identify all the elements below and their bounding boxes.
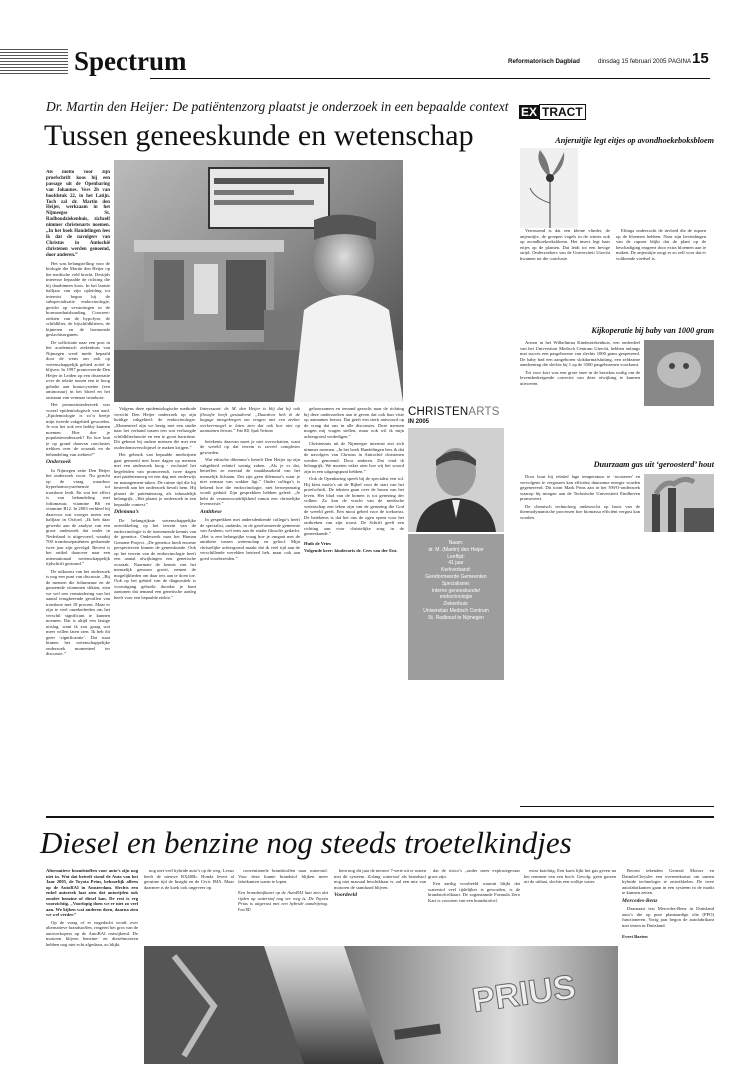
lab-photo-illustration [114,160,403,402]
info-field: St. Radboud te Nijmegen [428,614,484,621]
extract-para: Door hout bij relatief lage temperatuur te ‘roosteren’ en vervolgens te vergassen kan efficiënt duurzame energie worden gegenereerd. Dit toont Mark Prins aan in het NWO-onderzoek waarop hij morgen aan de Technische Universiteit Eindhoven promoveert. [520,474,640,501]
article2-col6-para: extra krachtig. Een karts lijkt het gas geven na het remmen van een boch. Gevolg: geen gassen uit de uitlaat, slechts een wolkje water. [524,868,616,884]
article1-col1-para: De uitkomst van het onderzoek is nog een punt van discussie. „Bij de mensen die foliumzuur en de genoemde vitaminen slikten, zien we wel een vermindering van het aantal terugkerende gevallen van trombose met 18 procent. Maar er zijn te veel onzekerheden om het verschil significant te kunnen noemen. Dat is altijd een lastige uitslag, want ik zou graag wat meer willen laten zien. Ik heb dit geen ‘significantie’. Dat staat binnen het wetenschappelijke onderzoek momenteel ter discussie.” [46,568,110,657]
article1-col3-para: Wat ethische dilemma’s betreft Den Heijer op zijn vakgebied relatief weinig zaken. „Als je er dat, betreffen ze meestal de maakbaarheid van het menselijk lichaam. Dat zijn geen dilemma’s waar je niet zomaar van wakker ligt.” Onder collega’s is bekend hoe die endocrinologie, niet beroepsmatig wordt geduid. Zijn gesprekken hebben geleid. „Je hebt de verantwoordelijkheid vanuit een christelijke levensvisie.” [200,457,300,506]
article1-col4-para: gehoorzamen en iemand gezocht naar de richting bij deze onderzoeken aan te geven dat ook hun visie op aannames berust. Dat geeft een sterk antwoord op de vraag dat ons in alle discussies. Deze mensen mogen mij vragen stellen, maar ook wil ik mijn achtergrond verdedigen.” [304,406,404,439]
extract-para: Eltinga onderzocht de invloed die de rupsen op de bloemen hebben. Naar zijn bevindingen van de rupsen blijkt dat de plant op de beschadiging reageert door extra bloemen aan te maken. De anjeruitjie zorgt er zo zelf voor dat er voldoende voedsel is. [616,228,706,261]
article1-col3-para: betekenis daarvan moet je niet overschatten, want de wereld op dat terrein is zoveel complexer geworden. [200,438,300,455]
extract-bottom-rule [520,806,714,807]
info-field: Kerkverband: [441,567,471,574]
christenarts-label-1: CHRISTEN [408,406,469,418]
extract-item-3-text [520,474,640,604]
article1-subhead-onderzoek: Onderzoek [46,459,71,466]
car-illustration [144,946,618,1064]
bird-illustration [520,148,578,228]
article2-col5-para: Een aardig voorbeeld waaruit blijkt dat waterstof veel tijdelijker is geworden, is de brandstofcelkaart. De zogenaamde Formula Zero Kart is voorzien van een brandstofcel. [428,881,520,903]
article2-col3 [238,868,328,888]
article2-intro: Alternatieve brandstoffen voor auto’s zijn nog niet in. Wat dat betreft stond de Auto van het Jaar 2005, de Toyota Prius, behoorlijk alleen op de AutoRAI in Amsterdam. Slechts een enkel autoreek laat zien dat autorijden ook zonder benzine of diesel kan. De rest is erg voorzichtig. „Voorlopig doen we er niet zo veel aan. We kijken wat anderen doen, daarna zien we wel verder.” [46,868,138,917]
article2-title: Diesel en benzine nog steeds troetelkindjes [40,825,572,860]
extract-item-3-title: Duurzaam gas uit ‘geroosterd’ hout [593,460,714,469]
article2-top-rule [46,816,714,818]
extract-para: Artsen in het Wilhelmina Kinderziekenhuis, een onderdeel van het Universitair Medisch Centrum Utrecht, hebben onlangs met succes een pasgeborene van slechts 1000 gram geopereerd. De baby had een aangeboren slokdarmafsluiting, een zeldzame aandoening die slechts bij 1 op de 3500 pasgeborenen voorkomt. [520,340,640,367]
article2-col7-para: Recent tekenden General Motors en DaimlerChrysler een overeenkomst om samen hybride technologie te ontwikkelen. De twee autofabrikanten gaan in een systeem in de markt te kunnen zetten. [622,868,714,895]
article2-col5-para: dat de risico’s „onder meer explosiegevaar groot zijn. [428,868,520,879]
paper-name: Reformatorisch Dagblad [508,58,580,65]
info-field: 41 jaar [448,560,464,567]
article1-col4-para: Christenarts uit de Nijmeegse internist ziet zich nimmer noemen. „In het boek Handelingen lees ik dat de navolgers van Christus in Antiochië christenen werden genoemd. Door anderen. Dat vind ik belangrijk. We moeten vaker zien hoe wij het woord zijn in een uitgangspunt hebben.” [304,441,404,474]
article1-col2 [114,406,196,804]
baby-photo [644,340,714,406]
article1-col3-para: In gesprekken met andersdenkende collega’s heeft de specialist, ondanks, in de gereformeerde gemeente van Arnhem, wel eens aan de studie filosofie gedacht. „Het is een belangrijke vraag hoe je omgaat met de antithese tussen wetenschap en geloof. Mijn christelijke achtergrond maakt dat ik veel tijd aan de verschillende werelden besteed heb, maar ook aan goed voorbereiden.” [200,517,300,561]
christenarts-heading [408,406,504,418]
article2-col3-para: conventionele brandstoffen naar waterstof. Voor deze kunne brandstof blijken meer fabrikanten warm te lopen. [238,868,328,884]
article1-col4 [304,406,404,804]
article1-col3 [200,406,300,804]
article1-kicker: Dr. Martin den Heijer: De patiëntenzorg plaatst je onderzoek in een bepaalde context [46,99,509,114]
extract-item-2-text [520,340,640,448]
photo-caption [200,406,300,435]
svg-text:PRIUS: PRIUS [469,967,579,1020]
info-field: Specialisme: [441,580,471,587]
extract-para: Tot voor kort was een grote snee in de borstkas nodig om de levensbedreigende correctie van deze afwijking te kunnen uitvoeren. [520,369,640,386]
article2-col2-para: nog niet veel hybride auto’s op de weg. Lexus heeft de nieuwe RX400h. Honda levert al geruime tijd de Insight en de Civic IMA. Maar daarmee is de koek ook ongeveer op. [144,868,234,890]
article1-col2-para: Volgens deze epidemiologische methode verricht Den Heijer onderzoek op zijn huidige vakgebied: de endocrinologie. „Momenteel zijn we bezig met een studie naar het verband tussen een wat verhoogde schildklierfunctie en een te groot hartritme. Dit gebeurt bij oudere mensen die met een ouderdomsverschijnsel te maken krijgen.” [114,406,196,450]
baby-illustration [644,340,714,406]
article1-col1-para: Het was belangstelling voor de biologie die Martin den Heijer op het medische veld bracht. Destijds interesse bepaalde de richting die hij daarbinnen koos. In het laatste halfjaar van zijn opleiding tot internist begon hij de subspecialisatie endocrinologie, gericht op verstoringen in de hormoonhuishouding. Concreet: ziekten van de hypofyse, de schildklier, de bijschildklieren, de bijnieren en de hormonale geslachtsorganen. [46,260,110,338]
christenarts-year: IN 2005 [408,419,430,425]
article1-intro: Als motto voor zijn proefschrift koos hij een passage uit de Openbaring van Johannes. Vers 2b van hoofdstuk 22, in het Latijn. Toch zal dr. Martin den Heijer, werkzaam in het Nijmeegse St. Radboudziekenhuis, zichzelf nimmer christenarts noemen. „In het boek Handelingen lees ik dat de navolgers van Christus in Antiochië christenen werden genoemd, door anderen.” [46,170,110,258]
portrait-illustration [408,428,504,532]
article1-col1-para: In Nijmegen zette Den Heijer het onderzoek voort. Nu gericht op de vraag waardoor hyperhomocysteïnemie tot trombose leidt. En wat het effect is van behandeling met foliumzuur, vitamine B6 en vitamine B12. In 2003 verbleef hij daarvoor wat vroeger noem een halfjaar in Oxford. „Ik heb daar gewerkt aan de analyse van een groot onderzoek dat onder in Nederland is uitgevoerd, waarbij 700 trombosepatiënten gedurende twee jaar zijn gevolgd. Recent is het artikel daarover naar een internationaal wetenschappelijk tijdschrift gestuurd.” [46,467,110,567]
article2-byline: Evert Barten [622,934,648,939]
article2-subhead-voordeeld: Voordeeld [334,892,357,898]
article2-caption [238,890,328,940]
page-header [0,44,738,84]
extract-logo [519,104,586,120]
article1-col2-para: Het gebruik van bepaalde medicijnen gaat gemoeid met boze dagen op mensen met een onderzoek hoog - exclusief het begeleiden van promovendi, twee dagen met patiëntenzorg en een dag met onderwijs en management-taken. De ruime tijd die hij besteedt aan het onderzoek bevalt hem. Hij plaatst de patiëntenzorg als inhoudelijk belangrijk. „Het plaatst je onderzoek in een bepaalde context.” [114,452,196,507]
article1-title: Tussen geneeskunde en wetenschap [44,119,474,152]
article2-col7-para: Daarnaast test Mercedes-Benz in Duitsland auto’s die op pure plantaardige olie (PPO) functioneren. Vorig jaar begon de autofabrikant met testen in Duitsland. [622,906,714,928]
info-field: Ziekenhuis: [443,601,469,608]
christenarts-box [408,406,504,806]
article2-col1 [46,868,138,1060]
info-field: dr. M. (Martin) den Heijer [428,546,484,553]
article1-col4-para: Ook de Openbaring speelt bij de specialist een rol. Hij kiest motto's uit de Bijbel voor de start van het proefschrift. De teksten gaan over de boom van het leven. Het blad van de bomen is tot genezing der volken. Zo kan de vrucht van de medische wetenschap een teken zijn van de genezing die God de wereld geeft. Een mooi gebed voor de toekomst. De betekenis is dat het ons de ogen opent voor het ontbreken van zijn troost. De Schrift geeft een richting aan voor christelijke zorg in de geneeskunde.” [304,476,404,536]
caption-credit: Foto RD [238,907,251,912]
page-number: 15 [692,50,709,67]
info-field: Leeftijd: [447,553,465,560]
article2-col1-para: Op de vraag of er nagedacht wordt over alternatieve brandstoffen, reageert het gros van de autoverkopers op de AutoRAI ontwijkend. De motoren blijven benzine- en dieselmotoren hebben nog niet echt afgedaan, zo blijkt. [46,919,138,947]
info-field: endocrinologie [439,594,473,601]
portrait-photo [408,428,504,532]
caption-text: Een brandstofkaart op de AutoRAI laat zien dat rijden op waterstof nog ver weg is. De Toyota Prius is uitgerust met een hybride aandrijving. [238,890,328,906]
factory-illustration [644,474,714,532]
lab-photo [114,160,403,402]
info-field: Naam: [448,540,464,546]
extract-para: De chemisch technoloog onderzocht op basis van de thermodynamische processen hoe biomassa efficiënt vergast kan worden. [520,503,640,520]
header-rule [150,78,710,79]
extract-item-1-title: Anjeruitjie legt eitjes op avondhoekeboksbloem [555,136,714,145]
article2-col5 [428,868,520,948]
info-field: Gereformeerde Gemeenten [425,573,487,580]
section-title: Spectrum [68,46,192,76]
extract-para: Verrassend is dat een kleine vlinder, de anjeruitjie, de groepen vogels in de winter ook op avondkoekoeksbloem. Het insect legt haar eitjes op de planten. Dat leidt tot een hevige strijd. Onderzoekers van de Universiteit Utrecht kwamen tot die conclusie. [520,228,610,261]
article1-col1-para: Het promotieonderzoek was vooral epidemiologisch van aard. „Epidemiologie is zo’n beetje mijn tweede vakgebied geworden. Je zou het ook een hobby kunnen noemen. Hoe doe je populatieonderzoek? En hoe kun je op grond daarvan conclusies trekken over de oorzaak en de behandeling van ziekten?” [46,402,110,457]
article2-col2 [144,868,234,928]
info-field: interne geneeskunde/ [431,587,481,594]
flower-illustration [520,148,578,228]
article1-col1-para: De sollicitatie naar een post in het academisch ziekenhuis van Nijmegen werd mede bepaald door de wens om ook op wetenschappelijk gebied actief te blijven. In 1997 promoveerde Den Heijer in Leiden op een dissertatie over de relatie tussen een te hoog gehalte aan homocysteïne (een aminozuur) in het bloed en het ontstaan van veneuze trombose. [46,339,110,400]
article2-col7 [622,868,714,1064]
quote-credit: Foto RD, Sjaak Verboom [236,429,273,433]
header-date: dinsdag 15 februari 2005 PAGINA [598,58,692,65]
article1-subhead-dilemmas: Dilemma’s [114,509,139,515]
extract-item-1-text [520,228,706,318]
extract-logo-tract: TRACT [539,104,586,120]
factory-photo [644,474,714,532]
article2-col4-para: bent nog dit jaar de nieuwe 7-serie uit te rusten met dit systeem. Zolang waterstof als brandstof nog niet massaal beschikbaar is, zal een mix van motoren de standaard blijven. [334,868,426,890]
extract-logo-ex: EX [521,105,538,119]
article2-col4 [334,868,426,938]
article1-footnote: Volgende keer: kinderarts dr. Cees van der Ent. [304,548,398,553]
article2-col6 [524,868,616,948]
info-field: Universitair Medisch Centrum [423,607,489,614]
article1-col1 [46,170,110,806]
quote-text: Interessant: dr. M. den Heijer is blij dat hij ook filosofie heeft gestudeerd. „Daardoor heb ik de bagage meegekregen om vragen met een zeeker werkvermogel te laten zien dat ook hoe niet op aannamen berust.” [200,406,300,433]
article2-subhead-mercedes: Mercedes-Benz [622,897,658,904]
christenarts-label-2: ARTS [468,406,500,418]
extract-item-2-title: Kijkoperatie bij baby van 1000 gram [591,326,714,335]
article1-byline: Huib de Vries [304,540,331,546]
article1-col2-para: De belangrijkste wetenschappelijke ontwikkeling op het terrein van de endocrinologie is de toenemende kennis van de genetica. Onderzoek naar het Human Genome Project. „De genetica biedt enorme perspectieven binnen de geneeskunde. Ook op het terrein van de endocrinologie heeft een aantal afwijkingen een genetische oorzaak. Naarmate de kennis van het menselijk genoom groeit, nemen de mogelijkheden om daar iets aan te doen toe. Ook op het gebied van de diagnostiek is vooruitgang geboekt doordat je kunt aantonen dat iemand een genetische aanleg heeft voor een bepaalde ziekte.” [114,517,196,600]
car-photo [144,946,618,1064]
article1-subhead-antithese: Antithese [200,508,222,515]
christenarts-info [408,534,504,680]
